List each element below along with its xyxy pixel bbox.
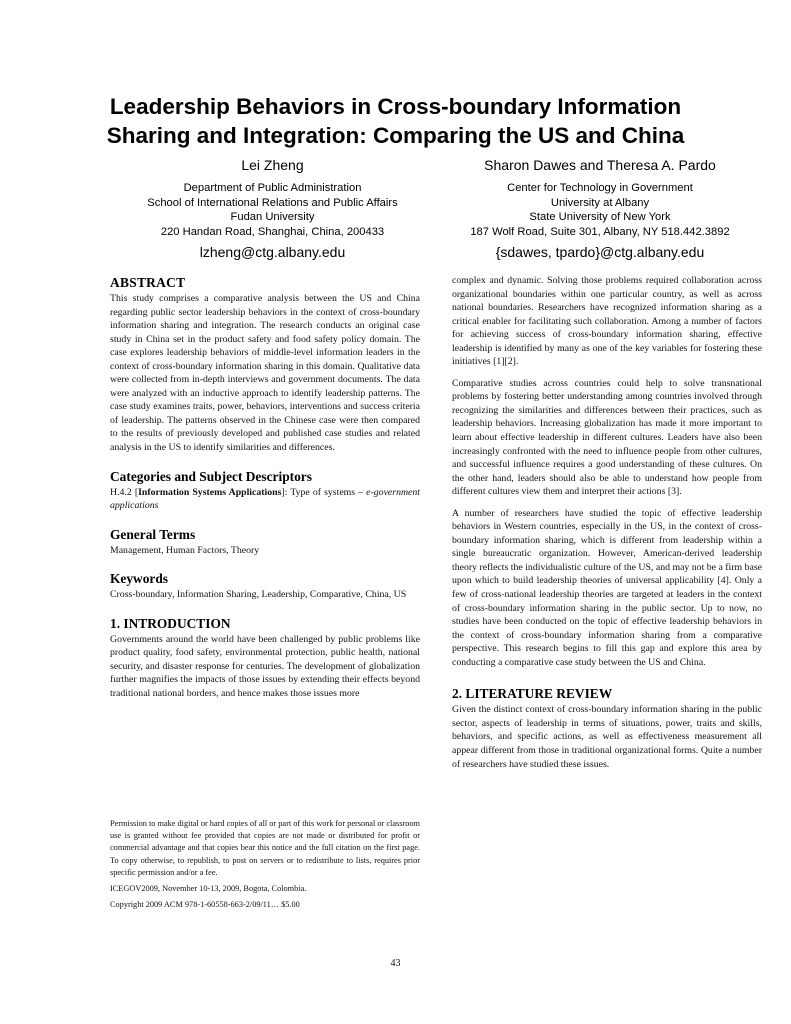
author-block-1 [110,156,435,262]
keywords-text: Cross-boundary, Information Sharing, Leadership, Comparative, China, US [110,589,407,601]
author-affiliation-line: 220 Handan Road, Shanghai, China, 200433 [160,225,385,238]
author-affiliation-line: 187 Wolf Road, Suite 301, Albany, NY 518.442.3892 [470,225,730,238]
keywords-section [110,570,420,602]
conference-info: ICEGOV2009, November 10-13, 2009, Bogota, Colombia. [110,884,307,894]
literature-review-heading: 2. LITERATURE REVIEW [452,686,613,702]
abstract-section [110,274,420,455]
left-column [110,274,420,713]
author-block-2 [440,156,760,262]
page-number: 43 [390,958,401,969]
general-terms-heading: General Terms [110,526,196,542]
title-line-1: Leadership Behaviors in Cross-boundary Information [109,94,682,119]
categories-bold: Information Systems Applications [138,486,282,498]
categories-section [110,468,420,513]
introduction-section [110,615,420,701]
author-email: {sdawes, tpardo}@ctg.albany.edu [495,244,705,261]
general-terms-text: Management, Human Factors, Theory [110,544,260,556]
abstract-text: This study comprises a comparative analysis between the US and China regarding public sector leadership behaviors in the context of cross-boundary information sharing and integration. The research conducts an original case study in China set in the product safety and food safety policy domain. The case explores leadership behaviors of middle-level information leaders in the context of cross-boundary information sharing in this domain. Qualitative data were collected from in-depth interviews and government documents. The data were analyzed with an inductive approach to identify leadership patterns. The case study examines traits, power, behaviors, interventions and success criteria of leadership. The patterns observed in the Chinese case were then compared to the results of previously developed and published case studies and related analysis in the US to identify similarities and differences. [110,293,420,454]
author-affiliation-line: State University of New York [529,211,671,224]
body-paragraph: A number of researchers have studied the topic of effective leadership behaviors in Western countries, especially in the US, in the context of cross-boundary information sharing, which is different from leadership within a single bureaucratic organization. However, American-derived leadership theory reflects the individualistic culture of the US, and may not be a firm base upon which to build leadership theories of universal applicability [4]. Only a few of cross-national leadership theories are targeted at leaders in the context of cross-boundary information sharing in the public sector. Up to now, no studies have been conducted on the topic of effective leadership behaviors in the context of cross-boundary information sharing from a comparative perspective. This research begins to fill this gap and explore this area by conducting a comparative case study between the US and China. [452,507,762,668]
title-line-2: Sharing and Integration: Comparing the US and China [106,123,685,148]
body-paragraph: Comparative studies across countries could help to solve transnational problems by fostering better understanding among countries involved through recognizing the similarities and differences between their practices, such as leadership behaviors. Increasing globalization has made it more important to learn about effective leadership in different cultures. Leaders have also been increasingly confronted with the need to influence people from other cultures, and successful influence requires a good understanding of these cultures. On the other hand, leaders should also be able to understand how people from different cultures view them and interpret their actions [3]. [452,377,762,498]
literature-review-text: Given the distinct context of cross-boundary information sharing in the public sector, aspects of leadership in terms of situations, power, traits and skills, behaviors, and specific actions, as well as effectiveness measurement all appear different from those in traditional organizational forms. Quite a number of researchers have studied these issues. [452,704,762,770]
paper-title [40,92,751,150]
categories-heading: Categories and Subject Descriptors [110,468,312,484]
literature-review-section [452,685,762,771]
author-affiliation-line: Fudan University [230,211,315,224]
author-affiliation-line: School of International Relations and Public Affairs [147,196,398,209]
abstract-heading: ABSTRACT [110,275,186,290]
author-affiliation-line: Center for Technology in Government [507,182,693,194]
categories-after: ]: Type of systems – [281,486,364,498]
categories-code: H.4.2 [ [110,486,139,498]
author-name: Sharon Dawes and Theresa A. Pardo [484,157,716,173]
categories-text [110,486,420,513]
copyright-info: Copyright 2009 ACM 978-1-60558-663-2/09/11… $5.00 [110,900,300,910]
permission-block [110,818,420,915]
body-paragraph: complex and dynamic. Solving those problems required collaboration across organizational boundaries within one particular country, as well as across national boundaries. Researchers have recognized information sharing as a critical enabler for facilitating such collaboration. Among a number of factors for achieving success of cross-boundary information sharing, effective leadership is identified by many as one of the key variables for fostering these initiatives [1][2]. [452,275,762,368]
general-terms-section [110,526,420,558]
right-column [452,274,762,784]
author-affiliation-line: University at Albany [550,196,650,209]
author-affiliation-line: Department of Public Administration [183,182,362,194]
introduction-text: Governments around the world have been challenged by public problems like product quality, food safety, environmental protection, public health, national security, and disaster response for centuries. The development of globalization further magnifies the impacts of those issues by extending their effects beyond traditional national borders, and hence makes those issues more [110,633,420,699]
keywords-heading: Keywords [110,571,169,587]
author-name: Lei Zheng [241,157,304,173]
categories-italic: e-government applications [110,486,421,512]
introduction-heading: 1. INTRODUCTION [110,615,231,631]
author-email: lzheng@ctg.albany.edu [199,244,346,261]
permission-text: Permission to make digital or hard copies of all or part of this work for personal or classroom use is granted without fee provided that copies are not made or distributed for profit or commercial advantage and that copies bear this notice and the full citation on the first page. To copy otherwise, to republish, to post on servers or to redistribute to lists, requires prior specific permission and/or a fee. [110,819,420,877]
